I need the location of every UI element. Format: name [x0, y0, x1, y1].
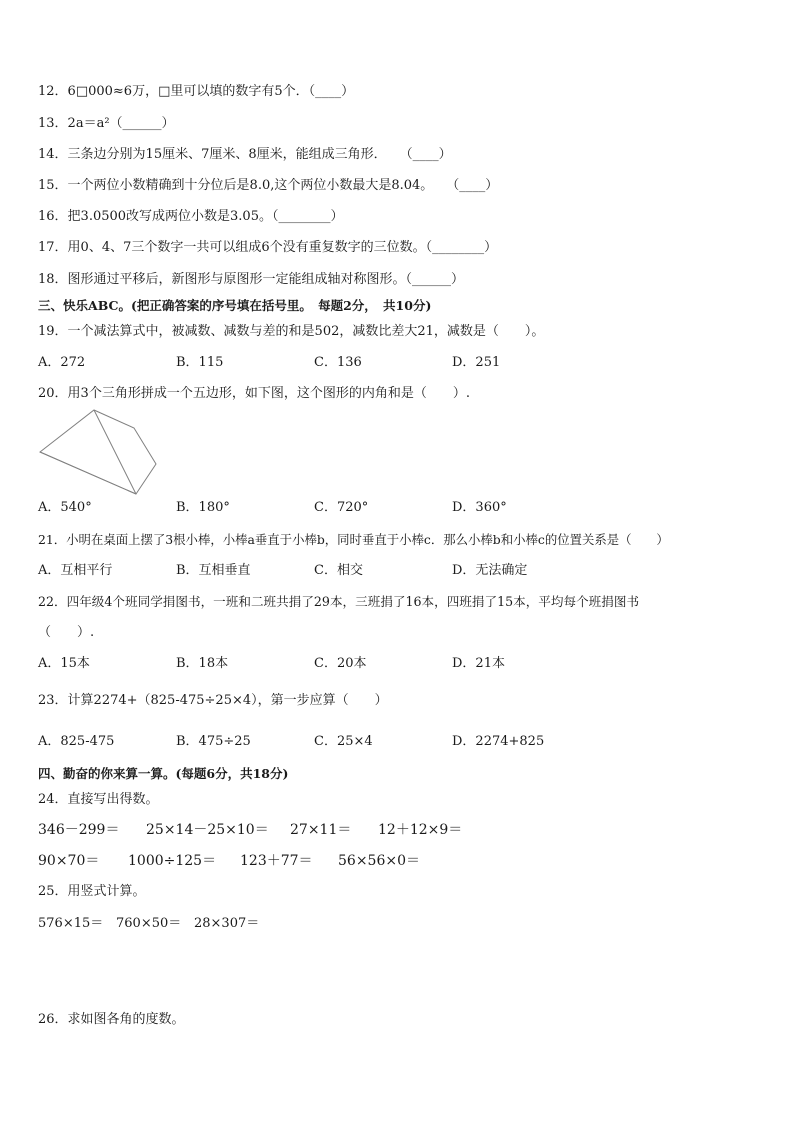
question-20: 20．用3个三角形拼成一个五边形，如下图，这个图形的内角和是（ ）. — [38, 386, 470, 401]
question-22: 22．四年级4个班同学捐图书，一班和二班共捐了29本，三班捐了16本，四班捐了15本，平均每个班捐图书 — [38, 594, 640, 609]
question-13: 13．2a＝a²（______） — [38, 116, 175, 131]
question-25: 25．用竖式计算。 — [38, 884, 146, 899]
q21-option-c: C．相交 — [314, 563, 363, 578]
pentagon-diagonal-1 — [94, 410, 136, 494]
q21-option-d: D．无法确定 — [452, 563, 528, 578]
q23-option-b: B．475÷25 — [176, 734, 251, 749]
question-22-cont: （ ）. — [38, 625, 95, 640]
q20-option-b: B．180° — [176, 500, 230, 515]
pentagon-figure — [36, 408, 160, 496]
q19-option-c: C．136 — [314, 355, 362, 370]
question-18: 18．图形通过平移后，新图形与原图形一定能组成轴对称图形。（______） — [38, 272, 465, 287]
question-19: 19．一个减法算式中，被减数、减数与差的和是502，减数比差大21，减数是（ ）。 — [38, 324, 545, 339]
calc-item: 12＋12×9＝ — [378, 822, 463, 838]
calc-item: 56×56×0＝ — [338, 853, 420, 869]
question-26: 26．求如图各角的度数。 — [38, 1012, 185, 1027]
question-16: 16．把3.0500改写成两位小数是3.05。（________） — [38, 209, 344, 224]
calc-item: 27×11＝ — [290, 822, 352, 838]
calc-item: 123＋77＝ — [240, 853, 313, 869]
q23-option-d: D．2274+825 — [452, 734, 545, 749]
q23-option-c: C．25×4 — [314, 734, 373, 749]
question-21: 21．小明在桌面上摆了3根小棒，小棒a垂直于小棒b，同时垂直于小棒c．那么小棒b和小棒c的位置关系是（ ） — [38, 532, 669, 547]
question-12: 12．6□000≈6万，□里可以填的数字有5个．（____） — [38, 84, 355, 99]
q22-option-d: D．21本 — [452, 656, 505, 671]
question-14: 14．三条边分别为15厘米、7厘米、8厘米，能组成三角形． （____） — [38, 147, 452, 162]
question-24: 24．直接写出得数。 — [38, 792, 159, 807]
section-4-title: 四、勤奋的你来算一算。(每题6分，共18分) — [38, 766, 289, 781]
q21-option-b: B．互相垂直 — [176, 563, 251, 578]
question-17: 17．用0、4、7三个数字一共可以组成6个没有重复数字的三位数。（________） — [38, 240, 498, 255]
vertical-calc-item: 760×50＝ — [116, 916, 182, 931]
q19-option-a: A．272 — [38, 355, 86, 370]
q21-option-a: A．互相平行 — [38, 563, 113, 578]
q20-option-d: D．360° — [452, 500, 507, 515]
pentagon-outline — [40, 410, 156, 494]
q19-option-b: B．115 — [176, 355, 224, 370]
q20-option-c: C．720° — [314, 500, 369, 515]
pentagon-diagonal-2 — [40, 452, 136, 494]
section-3-title: 三、快乐ABC。(把正确答案的序号填在括号里。 每题2分， 共10分) — [38, 298, 432, 313]
vertical-calc-item: 576×15＝ — [38, 916, 104, 931]
calc-item: 346－299＝ — [38, 822, 120, 838]
calc-item: 90×70＝ — [38, 853, 100, 869]
calc-item: 1000÷125＝ — [128, 853, 217, 869]
q22-option-a: A．15本 — [38, 656, 90, 671]
question-23: 23．计算2274+（825-475÷25×4），第一步应算（ ） — [38, 693, 388, 708]
q23-option-a: A．825-475 — [38, 734, 115, 749]
vertical-calc-item: 28×307＝ — [194, 916, 260, 931]
calc-item: 25×14－25×10＝ — [146, 822, 269, 838]
q22-option-b: B．18本 — [176, 656, 229, 671]
question-15: 15．一个两位小数精确到十分位后是8.0,这个两位小数最大是8.04。 （____） — [38, 178, 499, 193]
q22-option-c: C．20本 — [314, 656, 367, 671]
q19-option-d: D．251 — [452, 355, 501, 370]
q20-option-a: A．540° — [38, 500, 92, 515]
